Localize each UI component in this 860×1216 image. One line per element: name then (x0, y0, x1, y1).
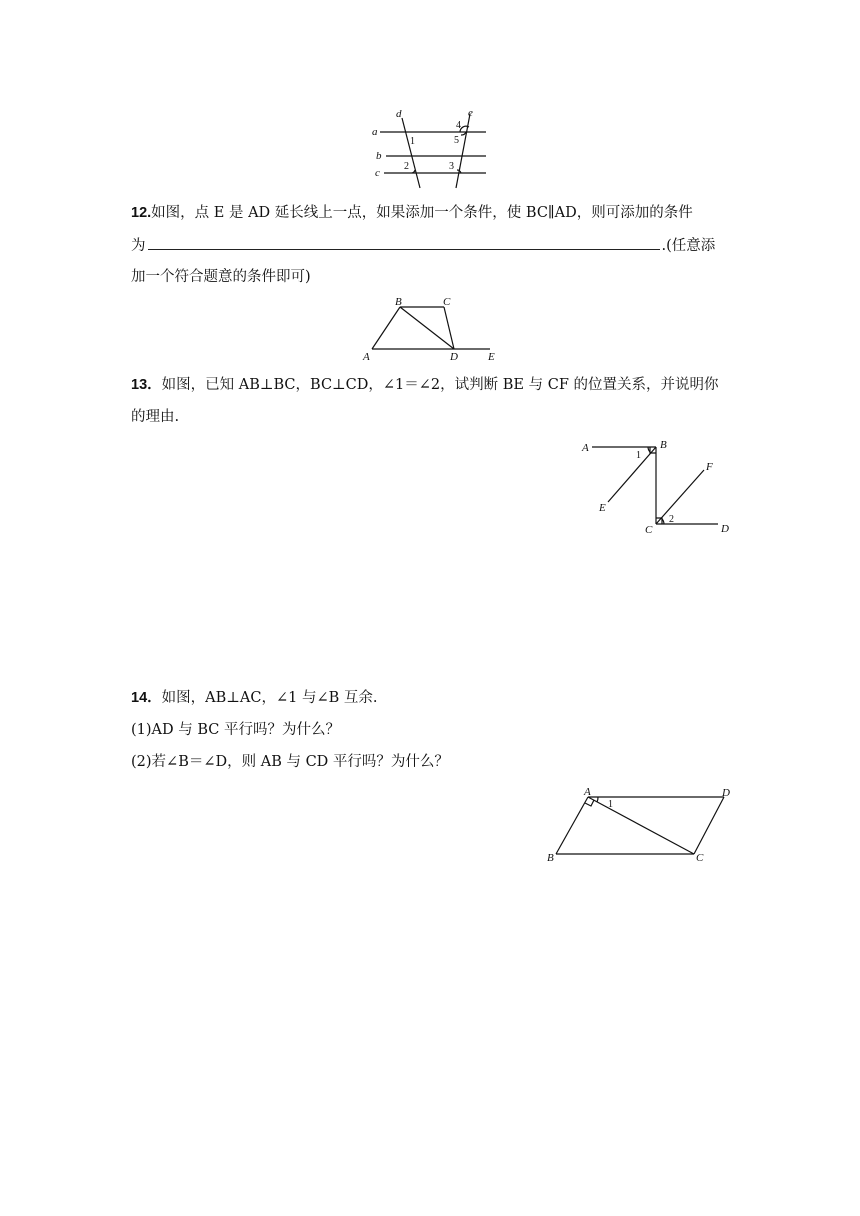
figure-parallel-lines (368, 106, 498, 190)
segment-ab (372, 307, 400, 349)
q14-part2 (131, 752, 449, 772)
q12-number: 12. (131, 205, 152, 221)
q12-answer-blank[interactable] (148, 235, 660, 250)
q14-part2-text: (2)若∠B＝∠D，则 AB 与 CD 平行吗？为什么？ (131, 754, 449, 770)
q14-part1-text: (1)AD 与 BC 平行吗？为什么？ (131, 722, 340, 738)
label-d: d (396, 108, 402, 120)
label-1: 1 (410, 136, 415, 147)
q14-line1 (131, 688, 377, 708)
q12-text2-suffix: .(任意添 (661, 238, 716, 254)
q12-line3 (131, 267, 311, 287)
segment-dc (694, 797, 724, 854)
label-2: 2 (669, 514, 674, 525)
q14-text1: 如图，AB⊥AC，∠1 与∠B 互余. (161, 690, 378, 706)
label-D: D (450, 351, 458, 363)
segment-ac (588, 797, 694, 854)
label-E: E (488, 351, 495, 363)
q12-text3: 加一个符合题意的条件即可) (131, 269, 311, 285)
q12-text1: 如图，点 E 是 AD 延长线上一点，如果添加一个条件，使 BC∥AD，则可添加的条件 (151, 205, 693, 221)
angle-1-arc (597, 797, 598, 802)
label-C: C (645, 524, 653, 536)
q12-line1 (131, 203, 693, 223)
label-1: 1 (636, 450, 641, 461)
segment-be (608, 447, 656, 502)
label-E: E (599, 502, 606, 514)
q12-text2-prefix: 为 (131, 238, 146, 254)
label-c: c (375, 167, 380, 179)
segment-cf (656, 470, 704, 524)
q14-number: 14． (131, 690, 162, 706)
q14-part1 (131, 720, 340, 740)
label-A: A (584, 786, 591, 798)
q13-text1: 如图，已知 AB⊥BC，BC⊥CD，∠1＝∠2，试判断 BE 与 CF 的位置关系，并说明你 (161, 377, 719, 393)
segment-ab (556, 797, 588, 854)
label-2: 2 (404, 161, 409, 172)
q13-number: 13． (131, 377, 162, 393)
label-5: 5 (454, 135, 459, 146)
label-B: B (395, 296, 402, 308)
label-D: D (722, 787, 730, 799)
q13-line1 (131, 375, 719, 395)
figure-q12-trapezoid (362, 295, 502, 367)
label-C: C (696, 852, 704, 864)
line-d (402, 118, 420, 188)
label-A: A (363, 351, 370, 363)
label-4: 4 (456, 120, 461, 131)
label-B: B (660, 439, 667, 451)
label-D: D (721, 523, 729, 535)
label-1: 1 (608, 799, 613, 810)
label-C: C (443, 296, 451, 308)
figure-q14-parallelogram (542, 784, 742, 866)
label-F: F (706, 461, 713, 473)
label-B: B (547, 852, 554, 864)
q12-line2 (131, 235, 715, 256)
figure-q13 (578, 436, 738, 538)
q13-line2 (131, 407, 179, 427)
label-b: b (376, 150, 382, 162)
label-a: a (372, 126, 378, 138)
label-3: 3 (449, 161, 454, 172)
label-A: A (582, 442, 589, 454)
q13-text2: 的理由. (131, 409, 180, 425)
label-e: e (468, 107, 473, 119)
